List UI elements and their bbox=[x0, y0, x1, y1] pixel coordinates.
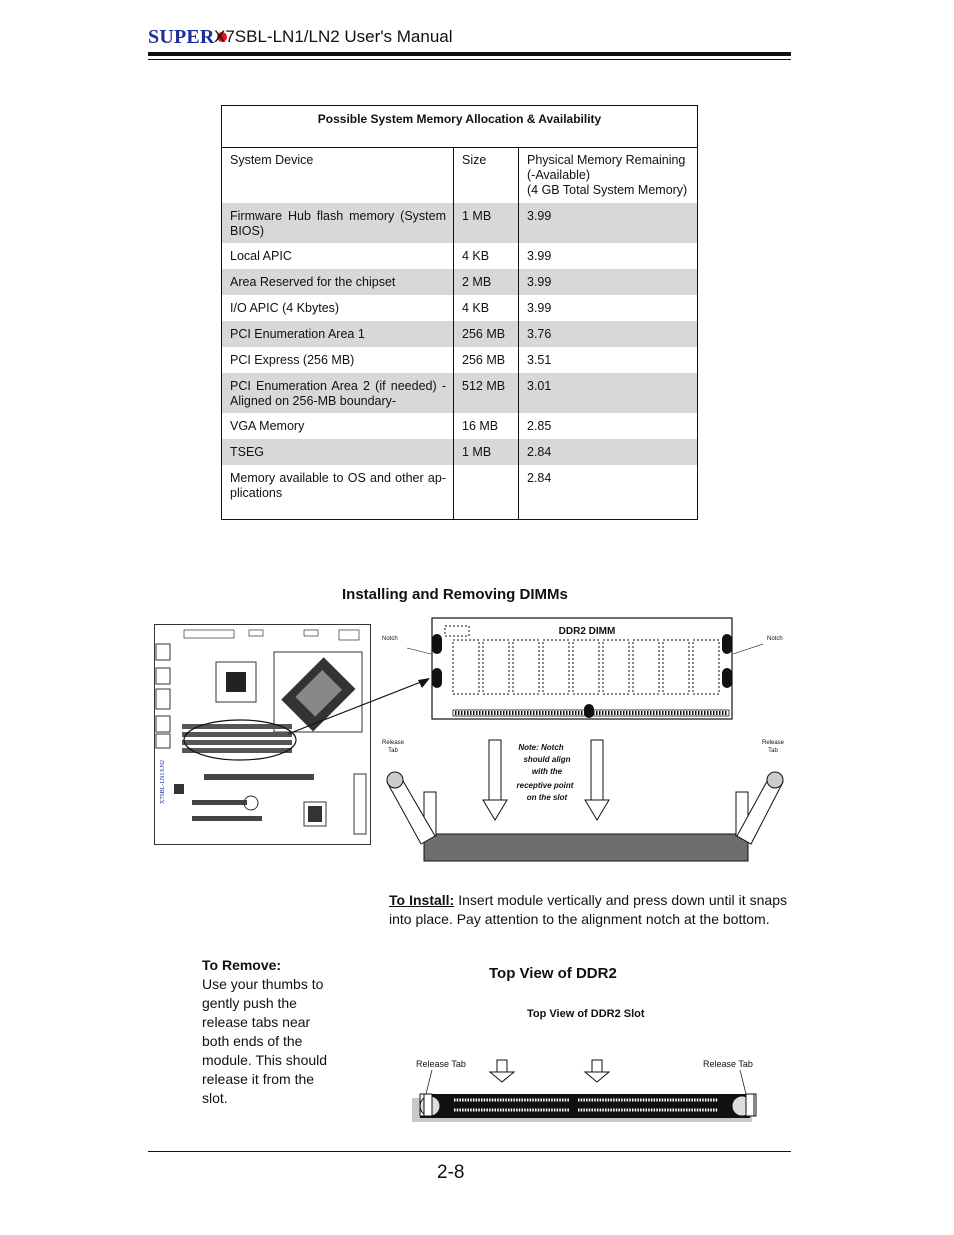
table-cell: VGA Memory bbox=[230, 419, 305, 433]
table-cell: I/O APIC (4 Kbytes) bbox=[230, 301, 340, 315]
page-number: 2-8 bbox=[437, 1162, 465, 1183]
column-divider bbox=[518, 147, 519, 519]
table-row bbox=[222, 373, 697, 413]
section-title: Installing and Removing DIMMs bbox=[342, 586, 568, 603]
table-row bbox=[222, 269, 697, 295]
table-cell: Local APIC bbox=[230, 249, 292, 263]
table-cell: 3.99 bbox=[527, 249, 552, 263]
table-cell: 2 MB bbox=[462, 275, 492, 289]
table-cell: 3.99 bbox=[527, 275, 552, 289]
svg-text:Release: Release bbox=[761, 740, 785, 746]
svg-text:Tab: Tab bbox=[768, 748, 778, 754]
down-arrow-icon bbox=[483, 740, 507, 820]
install-instructions: To Install: Insert module vertically and press down until it snaps into place. Pay attention to the alignment notch at the bottom. bbox=[389, 892, 787, 927]
table-cell: 3.01 bbox=[527, 379, 552, 393]
down-arrow-icon bbox=[490, 1060, 514, 1082]
note-line: with the bbox=[531, 767, 563, 776]
down-arrow-icon bbox=[585, 740, 609, 820]
dimm-install-diagram bbox=[375, 614, 795, 866]
table-row bbox=[222, 439, 697, 465]
table-row bbox=[222, 465, 697, 521]
table-cell: 3.99 bbox=[527, 301, 552, 315]
table-cell: PCI Enumeration Area 2 (if needed) -Aligned on 256-MB boundary- bbox=[230, 379, 446, 408]
footer-rule bbox=[148, 1151, 791, 1152]
table-header-row bbox=[222, 147, 697, 203]
top-view-slot-diagram bbox=[410, 1056, 760, 1126]
top-view-slot-label: Top View of DDR2 Slot bbox=[527, 1008, 645, 1020]
table-cell: 2.84 bbox=[527, 445, 552, 459]
column-header: Physical Memory Remaining (-Available) (4 GB Total System Memory) bbox=[527, 153, 688, 197]
column-header: Size bbox=[462, 153, 487, 167]
table-row bbox=[222, 321, 697, 347]
table-cell: 3.76 bbox=[527, 327, 552, 341]
note-line: on the slot bbox=[526, 793, 568, 802]
column-divider bbox=[453, 147, 454, 519]
table-cell: 512 MB bbox=[462, 379, 506, 393]
table-row bbox=[222, 295, 697, 321]
table-cell: 3.51 bbox=[527, 353, 552, 367]
remove-instructions: To Remove: Use your thumbs to gently push the release tabs near both ends of the module. This should release it from the slot. bbox=[202, 957, 328, 1106]
table-cell: 4 KB bbox=[462, 301, 490, 315]
table-cell: 256 MB bbox=[462, 327, 506, 341]
note-line: should align bbox=[523, 755, 571, 764]
table-row bbox=[222, 347, 697, 373]
dimm-label: DDR2 DIMM bbox=[558, 626, 616, 637]
memory-allocation-table bbox=[221, 105, 698, 520]
table-row bbox=[222, 203, 697, 243]
table-cell: 2.85 bbox=[527, 419, 552, 433]
table-cell: 1 MB bbox=[462, 209, 492, 223]
table-cell: PCI Express (256 MB) bbox=[230, 353, 355, 367]
table-cell: Area Reserved for the chipset bbox=[230, 275, 396, 289]
table-title: Possible System Memory Allocation & Availability bbox=[222, 106, 697, 148]
svg-text:Tab: Tab bbox=[388, 748, 398, 754]
table-row bbox=[222, 413, 697, 439]
note-line: receptive point bbox=[516, 781, 574, 790]
table-cell: 16 MB bbox=[462, 419, 499, 433]
table-cell: 2.84 bbox=[527, 471, 552, 485]
table-cell: Memory available to OS and other ap-plications bbox=[230, 471, 446, 500]
notch-left-label: Notch bbox=[382, 636, 398, 642]
super-logo: SUPER bbox=[148, 26, 227, 49]
column-header: System Device bbox=[230, 153, 314, 167]
table-cell: 256 MB bbox=[462, 353, 506, 367]
release-tab-right-label: Release Tab bbox=[703, 1059, 753, 1069]
table-cell: 4 KB bbox=[462, 249, 490, 263]
header-rule bbox=[148, 52, 791, 56]
top-view-title: Top View of DDR2 bbox=[489, 965, 617, 982]
header-rule-thin bbox=[148, 59, 791, 60]
table-cell: TSEG bbox=[230, 445, 265, 459]
table-cell: 1 MB bbox=[462, 445, 492, 459]
table-cell: 3.99 bbox=[527, 209, 552, 223]
table-cell: Firmware Hub flash memory (System BIOS) bbox=[230, 209, 446, 238]
table-cell: PCI Enumeration Area 1 bbox=[230, 327, 365, 341]
manual-title: X7SBL-LN1/LN2 User's Manual bbox=[214, 27, 453, 46]
table-row bbox=[222, 243, 697, 269]
down-arrow-icon bbox=[585, 1060, 609, 1082]
release-tab-left-label: Release Tab bbox=[416, 1059, 466, 1069]
notch-right-label: Notch bbox=[767, 636, 783, 642]
note-line: Note: Notch bbox=[518, 743, 564, 752]
board-label: X7SBL-LN1/LN2 bbox=[160, 760, 166, 804]
table-cell bbox=[454, 465, 519, 521]
svg-text:Release: Release bbox=[381, 740, 405, 746]
